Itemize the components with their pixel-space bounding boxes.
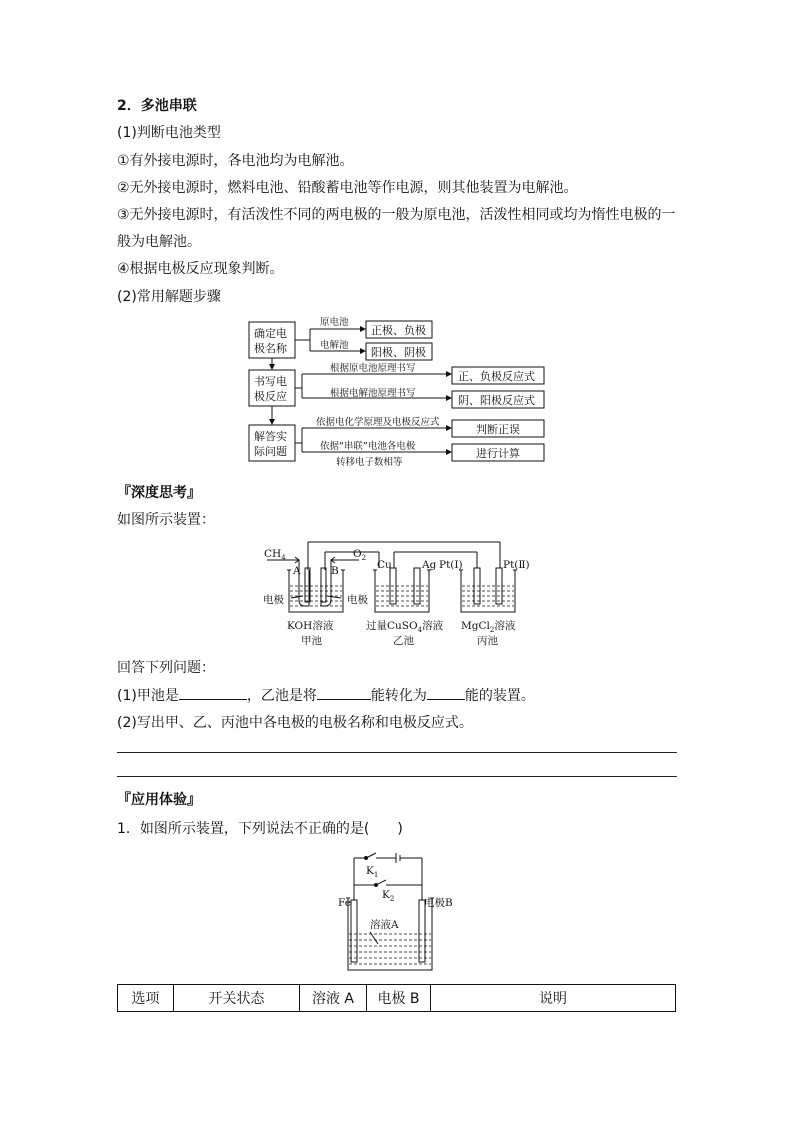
- edge-galvanic: 原电池: [320, 317, 349, 328]
- svg-text:O2: [353, 548, 366, 562]
- options-table: [117, 984, 676, 1012]
- paragraph-2: ②无外接电源时，燃料电池、铅酸蓄电池等作电源，则其他装置为电解池。: [117, 180, 578, 196]
- paragraph-4: ④根据电极反应现象判断。: [117, 261, 284, 277]
- three-cell-apparatus: [255, 540, 545, 652]
- subheading-steps: (2)常用解题步骤: [117, 289, 221, 305]
- label-mgcl2-post: 溶液: [494, 620, 516, 632]
- solution-steps-flowchart: [240, 312, 560, 472]
- result-pos-neg: 正极、负极: [371, 324, 426, 337]
- label-k1-sub: 1: [373, 871, 379, 879]
- edge-calc-2: 转移电子数相等: [336, 457, 403, 468]
- label-electrode-b: 电极B: [424, 897, 453, 909]
- label-koh-solution: KOH溶液: [287, 620, 334, 632]
- answer-line-1[interactable]: [117, 752, 677, 753]
- edge-write-galvanic: 根据原电池原理书写: [330, 363, 416, 374]
- header-switch-state: 开关状态: [174, 985, 300, 1012]
- header-solution-a: 溶液 A: [300, 985, 367, 1012]
- result-judge: 判断正误: [476, 423, 520, 436]
- label-electrode-left: 电极: [263, 594, 284, 606]
- label-cuso4-pre: 过量CuSO: [366, 620, 418, 632]
- result-pos-neg-reaction: 正、负极反应式: [458, 370, 535, 383]
- label-electrode-right: 电极: [347, 594, 368, 606]
- q1-blank-2[interactable]: [317, 685, 371, 700]
- result-cath-anode-reaction: 阴、阳极反应式: [458, 394, 535, 407]
- box1-line2: 极名称: [254, 342, 287, 355]
- answer-line-2[interactable]: [117, 776, 677, 777]
- svg-text:过量CuSO4溶液: [366, 619, 444, 634]
- paragraph-3b: 般为电解池。: [117, 234, 201, 250]
- label-cuso4-sub: 4: [417, 626, 423, 634]
- paragraph-3a: ③无外接电源时，有活泼性不同的两电极的一般为原电池，活泼性相同或均为惰性电极的一: [117, 207, 676, 223]
- table-header-row: [118, 985, 676, 1012]
- label-cell-bing: 丙池: [477, 635, 498, 647]
- result-calc: 进行计算: [476, 447, 520, 460]
- q1-blank-3[interactable]: [427, 685, 465, 700]
- box3-line1: 解答实: [254, 430, 287, 443]
- label-ch4-sub: 4: [281, 554, 286, 562]
- svg-text:CH4: [264, 548, 286, 562]
- label-ag: Ag: [422, 559, 437, 571]
- paragraph-1: ①有外接电源时，各电池均为电解池。: [117, 153, 354, 169]
- label-solution-a: 溶液A: [370, 919, 399, 931]
- label-a: A: [293, 565, 301, 577]
- q1-part-c: 能转化为: [370, 688, 427, 704]
- label-k2: K: [382, 889, 390, 901]
- header-description: 说明: [431, 985, 676, 1012]
- edge-judge: 依据电化学原理及电极反应式: [316, 417, 440, 428]
- q1-part-b: ，乙池是将: [246, 688, 317, 704]
- label-o2: O: [353, 548, 362, 560]
- label-o2-sub: 2: [361, 554, 367, 562]
- q1-part-a: (1)甲池是: [117, 688, 179, 704]
- label-mgcl2-pre: MgCl: [461, 620, 490, 632]
- edge-electrolytic: 电解池: [320, 340, 349, 351]
- q1-part-d: 能的装置。: [464, 688, 535, 704]
- questions-prompt: 回答下列问题：: [117, 660, 215, 676]
- edge-calc-1: 依据“串联”电池各电极: [320, 441, 416, 452]
- deep-thinking-intro: 如图所示装置：: [117, 512, 215, 528]
- section-heading: 2．多池串联: [117, 98, 197, 114]
- label-cu: Cu: [377, 559, 392, 571]
- label-cell-jia: 甲池: [301, 635, 322, 647]
- result-anode-cathode: 阳极、阴极: [371, 346, 426, 359]
- q1-blank-1[interactable]: [179, 685, 247, 700]
- label-k2-sub: 2: [389, 895, 395, 903]
- subheading-judge-type: (1)判断电池类型: [117, 125, 221, 141]
- label-pt2: Pt(Ⅱ): [503, 559, 530, 571]
- label-fe: Fe: [338, 897, 351, 909]
- label-cell-yi: 乙池: [393, 635, 414, 647]
- svg-text:K2: [382, 889, 394, 903]
- label-pt1: Pt(Ⅰ): [439, 559, 463, 571]
- header-electrode-b: 电极 B: [367, 985, 431, 1012]
- box2-line1: 书写电: [254, 375, 287, 388]
- deep-thinking-heading: 『深度思考』: [117, 485, 201, 501]
- svg-text:K1: [366, 865, 378, 879]
- label-ch4: CH: [264, 548, 282, 560]
- label-k1: K: [366, 865, 374, 877]
- edge-write-electrolytic: 根据电解池原理书写: [330, 388, 416, 399]
- switch-circuit-apparatus: [336, 848, 466, 974]
- box2-line2: 极反应: [254, 390, 287, 403]
- question-1: [117, 685, 535, 706]
- header-option: 选项: [118, 985, 174, 1012]
- svg-text:MgCl2溶液: [461, 619, 516, 634]
- label-mgcl2-sub: 2: [489, 626, 495, 634]
- label-b: B: [331, 565, 339, 577]
- question-2: (2)写出甲、乙、丙池中各电极的电极名称和电极反应式。: [117, 715, 473, 731]
- apply-question-1: 1．如图所示装置，下列说法不正确的是( ): [117, 821, 403, 837]
- label-cuso4-post: 溶液: [422, 620, 444, 632]
- box3-line2: 际问题: [254, 445, 287, 458]
- apply-heading: 『应用体验』: [117, 792, 201, 808]
- box1-line1: 确定电: [254, 327, 287, 340]
